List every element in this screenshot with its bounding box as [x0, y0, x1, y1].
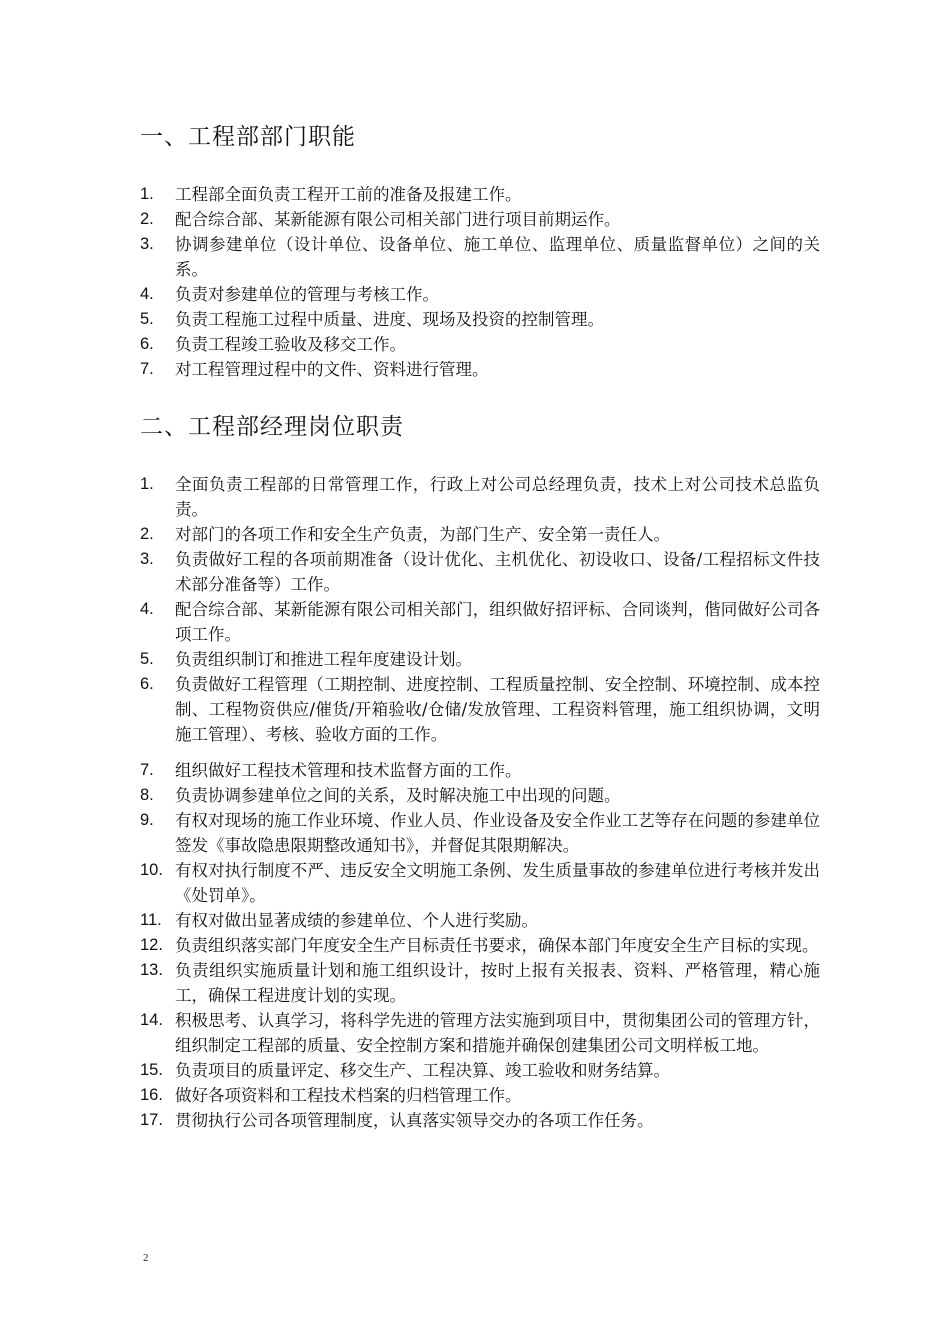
list-item — [140, 1058, 820, 1083]
list-item — [140, 472, 820, 522]
item-number: 1. — [140, 185, 154, 203]
list-item — [140, 282, 820, 307]
item-number: 2. — [140, 525, 154, 543]
item-number: 7. — [140, 761, 154, 779]
item-text: 负责工程竣工验收及移交工作。 — [175, 335, 406, 354]
list-item — [140, 357, 820, 382]
item-number: 13. — [140, 961, 163, 979]
list-item — [140, 182, 820, 207]
section-1-heading: 一、工程部部门职能 — [140, 124, 356, 150]
item-number: 15. — [140, 1061, 163, 1079]
item-text: 负责组织制订和推进工程年度建设计划。 — [175, 650, 472, 669]
item-text: 负责工程施工过程中质量、进度、现场及投资的控制管理。 — [175, 310, 604, 329]
item-text: 负责做好工程的各项前期准备（设计优化、主机优化、初设收口、设备/工程招标文件技术部分准备等）工作。 — [175, 550, 820, 594]
section-2-heading: 二、工程部经理岗位职责 — [140, 414, 404, 440]
item-number: 4. — [140, 600, 154, 618]
item-number: 6. — [140, 675, 154, 693]
list-item — [140, 307, 820, 332]
item-number: 7. — [140, 360, 154, 378]
item-text: 工程部全面负责工程开工前的准备及报建工作。 — [175, 185, 522, 204]
list-item — [140, 1108, 820, 1133]
list-item — [140, 597, 820, 647]
item-number: 12. — [140, 936, 163, 954]
list-item — [140, 933, 820, 958]
list-item — [140, 783, 820, 808]
item-text: 做好各项资料和工程技术档案的归档管理工作。 — [175, 1086, 522, 1105]
item-text: 组织做好工程技术管理和技术监督方面的工作。 — [175, 761, 522, 780]
item-number: 10. — [140, 861, 163, 879]
item-text: 负责组织落实部门年度安全生产目标责任书要求，确保本部门年度安全生产目标的实现。 — [175, 936, 819, 955]
list-item — [140, 958, 820, 1008]
section-1-list — [140, 182, 820, 382]
item-number: 11. — [140, 911, 162, 929]
list-item — [140, 332, 820, 357]
item-number: 8. — [140, 786, 154, 804]
list-item — [140, 1008, 820, 1058]
item-text: 对工程管理过程中的文件、资料进行管理。 — [175, 360, 489, 379]
list-item — [140, 858, 820, 908]
item-text: 有权对现场的施工作业环境、作业人员、作业设备及安全作业工艺等存在问题的参建单位签发《事故隐患限期整改通知书》，并督促其限期解决。 — [175, 811, 820, 855]
item-number: 6. — [140, 335, 154, 353]
item-number: 3. — [140, 550, 154, 568]
list-item — [140, 758, 820, 783]
list-item — [140, 207, 820, 232]
item-number: 14. — [140, 1011, 163, 1029]
list-item — [140, 908, 820, 933]
list-item — [140, 522, 820, 547]
item-text: 配合综合部、某新能源有限公司相关部门，组织做好招评标、合同谈判，偕同做好公司各项工作。 — [175, 600, 820, 644]
item-text: 有权对做出显著成绩的参建单位、个人进行奖励。 — [175, 911, 538, 930]
section-2-list-part-2 — [140, 758, 820, 1133]
item-text: 负责协调参建单位之间的关系，及时解决施工中出现的问题。 — [175, 786, 621, 805]
item-text: 贯彻执行公司各项管理制度，认真落实领导交办的各项工作任务。 — [175, 1111, 654, 1130]
list-item — [140, 808, 820, 858]
list-item — [140, 232, 820, 282]
list-item — [140, 1083, 820, 1108]
item-text: 有权对执行制度不严、违反安全文明施工条例、发生质量事故的参建单位进行考核并发出《处罚单》。 — [175, 861, 820, 905]
item-number: 5. — [140, 310, 154, 328]
item-text: 配合综合部、某新能源有限公司相关部门进行项目前期运作。 — [175, 210, 621, 229]
section-2-list-part-1 — [140, 472, 820, 747]
list-item — [140, 672, 820, 747]
item-text: 积极思考、认真学习，将科学先进的管理方法实施到项目中，贯彻集团公司的管理方针，组织制定工程部的质量、安全控制方案和措施并确保创建集团公司文明样板工地。 — [175, 1011, 820, 1055]
item-text: 负责对参建单位的管理与考核工作。 — [175, 285, 439, 304]
item-number: 5. — [140, 650, 154, 668]
item-text: 负责组织实施质量计划和施工组织设计，按时上报有关报表、资料、严格管理，精心施工，确保工程进度计划的实现。 — [175, 961, 820, 1005]
item-text: 协调参建单位（设计单位、设备单位、施工单位、监理单位、质量监督单位）之间的关系。 — [175, 235, 820, 279]
list-item — [140, 647, 820, 672]
item-number: 2. — [140, 210, 154, 228]
item-number: 16. — [140, 1086, 163, 1104]
item-number: 17. — [140, 1111, 163, 1129]
item-number: 9. — [140, 811, 154, 829]
item-text: 对部门的各项工作和安全生产负责，为部门生产、安全第一责任人。 — [175, 525, 670, 544]
item-text: 负责项目的质量评定、移交生产、工程决算、竣工验收和财务结算。 — [175, 1061, 670, 1080]
item-number: 4. — [140, 285, 154, 303]
item-number: 3. — [140, 235, 154, 253]
item-text: 负责做好工程管理（工期控制、进度控制、工程质量控制、安全控制、环境控制、成本控制、工程物资供应/催货/开箱验收/仓储/发放管理、工程资料管理，施工组织协调，文明施工管理）、考核、验收方面的工作。 — [175, 675, 820, 744]
page-number: 2 — [143, 1252, 149, 1264]
list-item — [140, 547, 820, 597]
item-number: 1. — [140, 475, 154, 493]
item-text: 全面负责工程部的日常管理工作，行政上对公司总经理负责，技术上对公司技术总监负责。 — [175, 475, 820, 519]
